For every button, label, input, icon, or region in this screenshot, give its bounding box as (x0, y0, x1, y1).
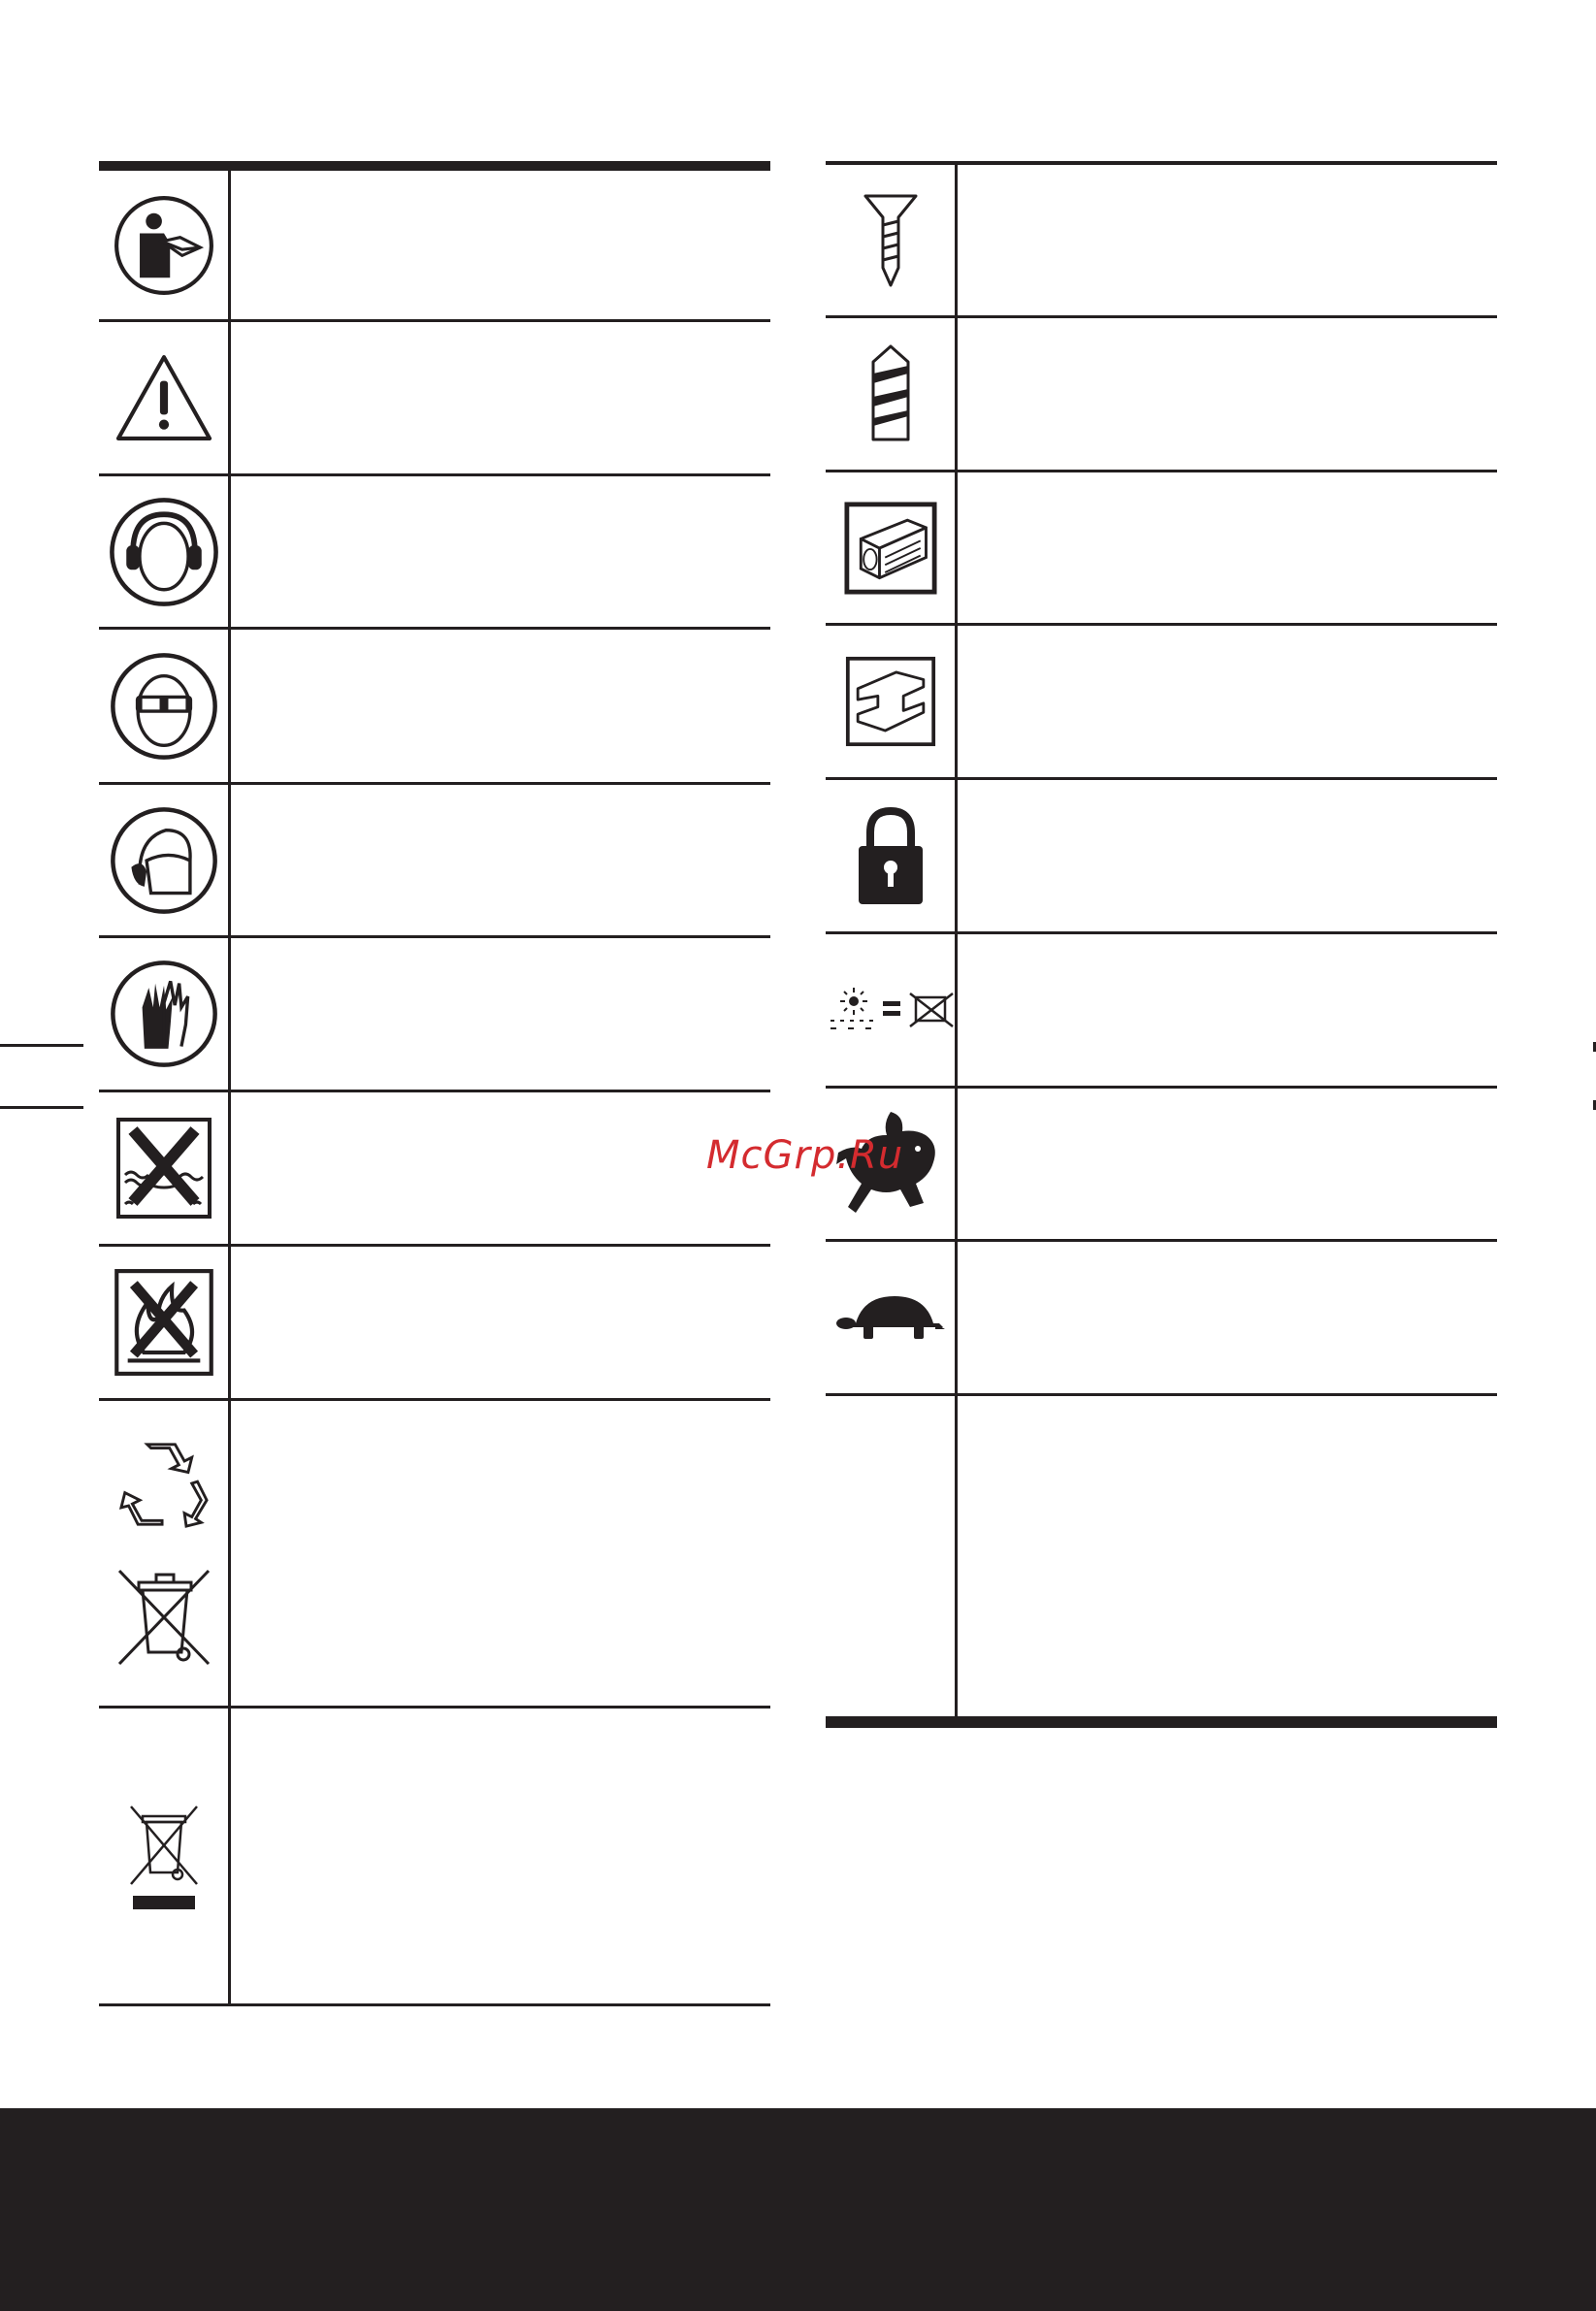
drill-bit-icon (869, 344, 912, 443)
ear-protection-icon (109, 497, 219, 607)
margin-mark (0, 1044, 83, 1047)
recycle-icon (117, 1439, 211, 1528)
symbol-row-dust-mask (99, 785, 228, 935)
table-bottom-rule (826, 1716, 1497, 1728)
no-water-disposal-icon (115, 1117, 212, 1220)
crossed-bin-icon (115, 1567, 212, 1668)
wood-material-icon (844, 502, 937, 595)
symbol-row-ear-protection (99, 476, 228, 627)
symbol-row-eye-protection (99, 630, 228, 782)
table-top-rule (99, 161, 770, 171)
lock-icon (857, 805, 925, 906)
symbol-row-read-manual (99, 171, 228, 319)
crossed-bin-bar-icon (125, 1803, 203, 1909)
symbol-row-no-water (99, 1092, 228, 1244)
footer-bar (0, 2108, 1596, 2311)
symbol-row-no-burning (99, 1247, 228, 1398)
symbols-table-right (826, 161, 1497, 1728)
symbol-row-metal (826, 626, 955, 777)
symbols-table-left (99, 161, 770, 2006)
eye-protection-icon (110, 652, 218, 761)
margin-mark (0, 1106, 83, 1109)
read-manual-icon (114, 195, 214, 296)
symbol-row-crossed-bin-bar (99, 1709, 228, 2003)
metal-beam-icon (845, 656, 936, 747)
table-column-divider (955, 165, 958, 1721)
symbol-row-warning (99, 322, 228, 473)
watermark-text: McGrp.Ru (706, 1133, 904, 1178)
safety-gloves-icon (110, 960, 218, 1068)
symbol-row-screw (826, 165, 955, 315)
warning-triangle-icon (114, 353, 214, 442)
table-column-divider (228, 171, 231, 2006)
symbol-row-drill-bit (826, 318, 955, 470)
screw-icon (863, 192, 918, 289)
symbol-description (231, 171, 770, 319)
symbol-row-gloves (99, 938, 228, 1090)
symbol-row-turtle (826, 1242, 955, 1393)
light-equals-no-battery-icon (827, 986, 955, 1034)
turtle-slow-icon (834, 1290, 947, 1345)
no-burning-icon (114, 1268, 214, 1377)
symbol-row-recycle (99, 1401, 228, 1706)
table-bottom-rule (99, 2003, 770, 2006)
symbol-row-light-battery (826, 934, 955, 1086)
symbol-row-lock (826, 780, 955, 931)
symbol-row-wood (826, 472, 955, 623)
symbol-row-empty (826, 1396, 955, 1716)
dust-mask-icon (110, 806, 218, 915)
